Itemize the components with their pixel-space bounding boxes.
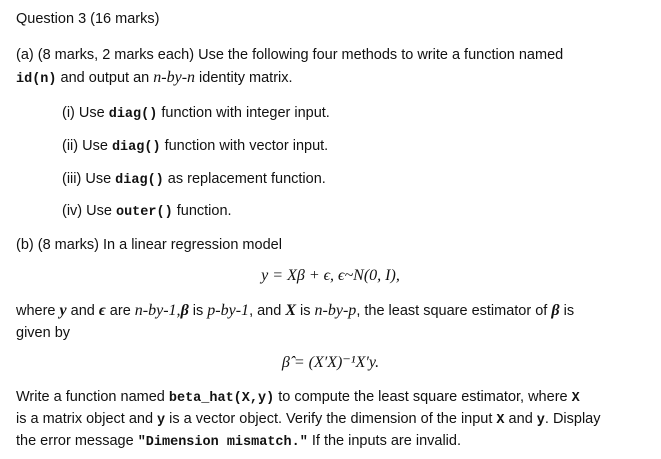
text: is xyxy=(296,303,315,319)
part-b-intro: (b) (8 marks) In a linear regression model xyxy=(16,237,282,253)
item-prefix: (iv) Use xyxy=(62,203,116,219)
item-prefix: (i) Use xyxy=(62,105,109,121)
list-item-iv xyxy=(62,202,232,222)
task-line-2 xyxy=(16,410,601,430)
code-error-message: "Dimension mismatch." xyxy=(137,435,308,450)
math-epsilon: ϵ xyxy=(98,302,106,319)
item-prefix: (ii) Use xyxy=(62,138,112,154)
text: is a matrix object and xyxy=(16,411,158,427)
list-item-ii xyxy=(62,137,328,157)
text: are xyxy=(105,303,135,319)
equation-estimator: β̂ = (X′X)⁻¹X′y. xyxy=(281,354,380,371)
text: If the inputs are invalid. xyxy=(307,433,461,449)
text: is xyxy=(559,303,575,319)
text: . Display xyxy=(544,411,601,427)
text: is a vector object. Verify the dimension of the input xyxy=(165,411,497,427)
math-n-by-1: n-by-1, xyxy=(134,302,181,319)
math-n-by-p: n-by-p xyxy=(314,302,357,319)
text: and xyxy=(66,303,99,319)
task-line-3 xyxy=(16,432,461,452)
item-suffix: function with vector input. xyxy=(160,138,329,154)
part-a-intro-line-2 xyxy=(16,69,293,89)
math-beta: β xyxy=(551,302,560,319)
math-p-by-1: p-by-1 xyxy=(207,302,250,319)
text: and xyxy=(504,411,537,427)
intro-text: and output an xyxy=(56,70,154,86)
text: , and xyxy=(249,303,286,319)
code-X: X xyxy=(496,413,505,428)
code-y: y xyxy=(157,413,166,428)
item-suffix: as replacement function. xyxy=(163,171,326,187)
math-n-by-n: n-by-n xyxy=(153,69,196,86)
code-diag: diag() xyxy=(108,107,158,122)
part-b-where-line xyxy=(16,302,574,320)
item-suffix: function with integer input. xyxy=(157,105,330,121)
text: the error message xyxy=(16,433,138,449)
question-title: Question 3 (16 marks) xyxy=(16,11,160,27)
part-a-intro-line-1: (a) (8 marks, 2 marks each) Use the following four methods to write a function named xyxy=(16,47,564,63)
intro-text-end: identity matrix. xyxy=(195,70,293,86)
equation-regression-model: y = Xβ + ϵ, ϵ~N(0, I), xyxy=(261,267,400,284)
text: is xyxy=(188,303,208,319)
code-X: X xyxy=(571,391,580,406)
text: to compute the least square estimator, where xyxy=(274,389,572,405)
list-item-iii xyxy=(62,170,326,190)
text: , the least square estimator of xyxy=(356,303,552,319)
function-name-code: id(n) xyxy=(16,72,57,87)
text: where xyxy=(16,303,60,319)
math-y: y xyxy=(59,302,67,319)
item-suffix: function. xyxy=(172,203,232,219)
math-beta: β xyxy=(180,302,189,319)
code-beta-hat: beta_hat(X,y) xyxy=(168,391,275,406)
code-diag: diag() xyxy=(115,173,164,188)
part-b-given-by: given by xyxy=(16,325,71,341)
code-y: y xyxy=(536,413,545,428)
code-diag: diag() xyxy=(111,140,161,155)
item-prefix: (iii) Use xyxy=(62,171,116,187)
task-line-1 xyxy=(16,388,580,408)
text: Write a function named xyxy=(16,389,169,405)
list-item-i xyxy=(62,104,330,124)
code-outer: outer() xyxy=(115,205,173,220)
math-X: X xyxy=(285,302,297,319)
